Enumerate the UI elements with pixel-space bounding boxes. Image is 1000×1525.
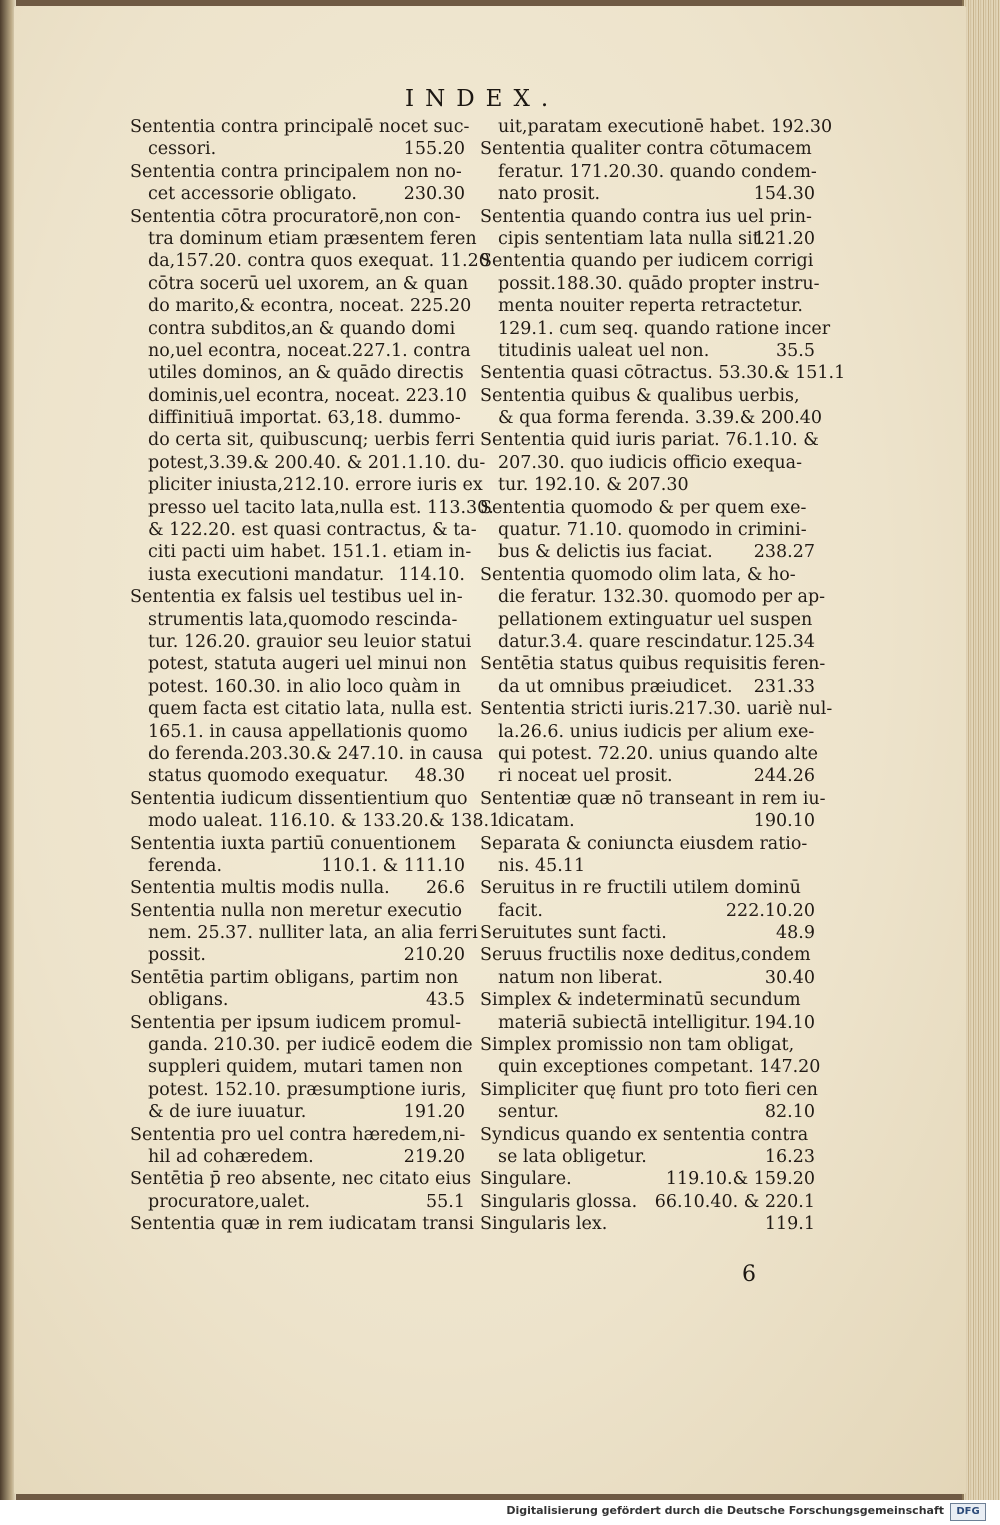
index-entry xyxy=(130,1012,473,1124)
entry-line: Sententia pro uel contra hæredem,ni- xyxy=(130,1124,466,1145)
entry-reference: 114.10. xyxy=(398,564,465,585)
index-entry xyxy=(480,385,823,430)
entry-line: da,157.20. contra quos exequat. 11.20 xyxy=(148,251,490,272)
entry-line: iusta executioni mandatur. xyxy=(148,564,385,585)
entry-line: do marito,& econtra, noceat. 225.20 xyxy=(148,296,472,317)
entry-line: ferenda. xyxy=(148,855,223,876)
index-column-left xyxy=(130,116,501,1236)
entry-line: potest,3.39.& 200.40. & 201.1.10. du- xyxy=(148,452,486,473)
entry-line: Singularis lex. xyxy=(480,1214,608,1235)
entry-reference: 222.10.20 xyxy=(725,900,815,921)
index-entry xyxy=(130,586,483,788)
entry-line: & qua forma ferenda. 3.39.& 200.40 xyxy=(498,408,823,429)
entry-line: Sententia per ipsum iudicem promul- xyxy=(130,1012,462,1033)
entry-line: Sententia quomodo & per quem exe- xyxy=(480,497,807,518)
index-entry xyxy=(130,1168,472,1213)
entry-line: potest. 160.30. in alio loco quàm in xyxy=(148,676,461,697)
entry-line: do certa sit, quibuscunq; uerbis ferri xyxy=(148,430,475,451)
entry-line: Sententia cōtra procuratorē,non con- xyxy=(130,206,461,227)
entry-line: menta nouiter reperta retractetur. xyxy=(498,296,803,317)
index-entry xyxy=(480,497,815,564)
entry-line: & de iure iuuatur. xyxy=(148,1102,307,1123)
entry-line: Sententia quæ in rem iudicatam transi xyxy=(130,1214,474,1235)
index-entry xyxy=(480,877,815,922)
entry-reference: 119.10.& 159.20 xyxy=(665,1169,815,1190)
index-entry xyxy=(480,250,831,362)
entry-reference: 194.10 xyxy=(753,1012,815,1033)
entry-line: ganda. 210.30. per iudicē eodem die xyxy=(148,1035,473,1056)
entry-line: Sententia contra principalē nocet suc- xyxy=(130,117,470,137)
index-entry xyxy=(480,1124,815,1169)
entry-line: ri noceat uel prosit. xyxy=(498,766,673,787)
entry-reference: 48.30 xyxy=(414,766,465,787)
entry-reference: 16.23 xyxy=(764,1146,815,1167)
entry-line: pellationem extinguatur uel suspen xyxy=(498,609,813,630)
entry-line: Sententia quando contra ius uel prin- xyxy=(480,206,812,227)
index-column-right xyxy=(480,116,846,1236)
entry-line: Sententia iudicum dissentientium quo xyxy=(130,788,468,809)
funding-credit: Digitalisierung gefördert durch die Deutsche Forschungsgemeinschaft xyxy=(506,1504,944,1517)
entry-line: la.26.6. unius iudicis per alium exe- xyxy=(498,721,815,742)
entry-line: tra dominum etiam præsentem feren xyxy=(148,228,477,249)
entry-line: 165.1. in causa appellationis quomo xyxy=(148,721,468,742)
entry-line: 207.30. quo iudicis officio exequa- xyxy=(498,452,803,473)
entry-line: qui potest. 72.20. unius quando alte xyxy=(498,743,818,764)
page-edges xyxy=(962,0,1000,1500)
entry-line: procuratore,ualet. xyxy=(148,1191,311,1212)
entry-line: materiā subiectā intelligitur. xyxy=(498,1012,751,1033)
entry-line: obligans. xyxy=(148,990,229,1011)
entry-line: potest. 152.10. præsumptione iuris, xyxy=(148,1079,467,1100)
entry-line: Simplex promissio non tam obligat, xyxy=(480,1035,795,1056)
index-entry xyxy=(480,116,833,138)
index-entry xyxy=(480,1213,815,1235)
entry-line: no,uel econtra, noceat.227.1. contra xyxy=(148,340,471,361)
index-entry xyxy=(130,900,478,967)
entry-line: Sententia quid iuris pariat. 76.1.10. & xyxy=(480,430,819,451)
entry-line: sentur. xyxy=(498,1102,559,1123)
entry-reference: 219.20 xyxy=(403,1146,465,1167)
entry-line: natum non liberat. xyxy=(498,967,663,988)
entry-line: cipis sententiam lata nulla sit. xyxy=(498,228,766,249)
index-entry xyxy=(480,1168,815,1190)
entry-line: quatur. 71.10. quomodo in crimini- xyxy=(498,520,807,541)
entry-line: Sententia quomodo olim lata, & ho- xyxy=(480,564,796,585)
entry-reference: 48.9 xyxy=(776,923,815,944)
index-entry xyxy=(130,1124,465,1169)
entry-line: Sententia iuxta partiū conuentionem xyxy=(130,833,457,854)
entry-reference: 190.10 xyxy=(753,811,815,832)
index-entry xyxy=(130,161,465,206)
entry-line: utiles dominos, an & quādo directis xyxy=(148,363,464,384)
entry-line: suppleri quidem, mutari tamen non xyxy=(148,1057,463,1078)
page-number: 6 xyxy=(742,1262,756,1287)
index-entry xyxy=(130,967,465,1012)
entry-line: Sententia multis modis nulla. xyxy=(130,878,390,899)
entry-reference: 154.30 xyxy=(753,184,815,205)
index-entry xyxy=(130,116,470,161)
entry-line: status quomodo exequatur. xyxy=(148,766,389,787)
entry-reference: 244.26 xyxy=(753,766,815,787)
entry-line: die feratur. 132.30. quomodo per ap- xyxy=(498,587,826,608)
entry-line: contra subditos,an & quando domi xyxy=(148,318,456,339)
index-entry xyxy=(480,788,826,833)
entry-line: Sententia ex falsis uel testibus uel in- xyxy=(130,587,463,608)
entry-line: da ut omnibus præiudicet. xyxy=(498,676,733,697)
entry-line: hil ad cohæredem. xyxy=(148,1146,314,1167)
index-entry xyxy=(130,206,494,587)
entry-line: pliciter iniusta,212.10. errore iuris ex xyxy=(148,475,483,496)
entry-reference: 238.27 xyxy=(753,542,815,563)
entry-reference: 66.10.40. & 220.1 xyxy=(654,1191,815,1212)
index-entry xyxy=(480,362,846,384)
entry-line: Sententiæ quæ nō transeant in rem iu- xyxy=(480,788,826,809)
entry-reference: 26.6 xyxy=(426,878,465,899)
entry-line: Singularis glossa. xyxy=(480,1191,638,1212)
entry-line: nem. 25.37. nulliter lata, an alia ferri xyxy=(148,923,478,944)
running-head: INDEX. xyxy=(405,86,560,112)
index-entry xyxy=(130,833,465,878)
entry-reference: 119.1 xyxy=(764,1214,815,1235)
index-entry xyxy=(480,564,826,654)
entry-reference: 155.20 xyxy=(403,139,465,160)
entry-line: Seruitutes sunt facti. xyxy=(480,923,667,944)
entry-reference: 191.20 xyxy=(403,1102,465,1123)
entry-reference: 55.1 xyxy=(426,1191,465,1212)
entry-line: Syndicus quando ex sententia contra xyxy=(480,1124,809,1145)
entry-line: Simplex & indeterminatū secundum xyxy=(480,990,801,1011)
entry-line: Separata & coniuncta eiusdem ratio- xyxy=(480,833,808,854)
entry-line: Seruus fructilis noxe deditus,condem xyxy=(480,945,811,966)
entry-line: dominis,uel econtra, noceat. 223.10 xyxy=(148,385,467,406)
index-entry xyxy=(480,1034,821,1079)
footer-bar xyxy=(0,1500,1000,1525)
index-entry xyxy=(480,1191,815,1213)
entry-line: tur. 192.10. & 207.30 xyxy=(498,475,689,496)
entry-line: Sentētia p̄ reo absente, nec citato eius xyxy=(130,1169,472,1190)
entry-line: titudinis ualeat uel non. xyxy=(498,340,710,361)
entry-line: Sententia quasi cōtractus. 53.30.& 151.1 xyxy=(480,363,846,384)
entry-line: cōtra socerū uel uxorem, an & quan xyxy=(148,273,469,294)
entry-line: modo ualeat. 116.10. & 133.20.& 138.1 xyxy=(148,811,501,832)
entry-reference: 82.10 xyxy=(764,1102,815,1123)
index-entry xyxy=(480,429,819,496)
entry-line: do ferenda.203.30.& 247.10. in causa xyxy=(148,743,483,764)
entry-line: datur.3.4. quare rescindatur. xyxy=(498,631,753,652)
entry-line: Sententia nulla non meretur executio xyxy=(130,900,462,921)
entry-line: facit. xyxy=(498,900,543,921)
entry-reference: 110.1. & 111.10 xyxy=(321,855,465,876)
entry-line: diffinitiuā importat. 63,18. dummo- xyxy=(148,408,461,429)
entry-line: possit.188.30. quādo propter instru- xyxy=(498,273,820,294)
entry-line: Sententia qualiter contra cōtumacem xyxy=(480,139,812,160)
entry-line: strumentis lata,quomodo rescinda- xyxy=(148,609,458,630)
index-entry xyxy=(480,653,826,698)
entry-reference: 30.40 xyxy=(764,967,815,988)
entry-line: Sentētia partim obligans, partim non xyxy=(130,967,459,988)
entry-reference: 43.5 xyxy=(426,990,465,1011)
entry-line: potest, statuta augeri uel minui non xyxy=(148,654,467,675)
entry-line: Sententia stricti iuris.217.30. uariè nul- xyxy=(480,699,833,720)
entry-line: cessori. xyxy=(148,139,217,160)
entry-line: Sententia quibus & qualibus uerbis, xyxy=(480,385,800,406)
entry-line: citi pacti uim habet. 151.1. etiam in- xyxy=(148,542,472,563)
entry-line: & 122.20. est quasi contractus, & ta- xyxy=(148,520,477,541)
entry-reference: 35.5 xyxy=(776,340,815,361)
index-entry xyxy=(480,698,833,788)
entry-line: feratur. 171.20.30. quando condem- xyxy=(498,161,817,182)
index-entry xyxy=(130,877,465,899)
entry-line: Singulare. xyxy=(480,1169,572,1190)
index-entry xyxy=(130,788,501,833)
entry-reference: 210.20 xyxy=(403,945,465,966)
entry-line: nis. 45.11 xyxy=(498,855,586,876)
entry-line: possit. xyxy=(148,945,206,966)
entry-reference: 230.30 xyxy=(403,184,465,205)
entry-line: quin exceptiones competant. 147.20 xyxy=(498,1057,821,1078)
dfg-logo-icon: DFG xyxy=(950,1503,986,1521)
index-entry xyxy=(480,989,815,1034)
index-entry xyxy=(480,206,815,251)
entry-reference: 231.33 xyxy=(753,676,815,697)
entry-line: Simpliciter quę fiunt pro toto fieri cen xyxy=(480,1079,818,1100)
entry-line: Sententia contra principalem non no- xyxy=(130,161,462,182)
entry-line: uit,paratam executionē habet. 192.30 xyxy=(498,117,833,137)
entry-line: Seruitus in re fructili utilem dominū xyxy=(480,878,801,899)
entry-line: dicatam. xyxy=(498,811,575,832)
index-entry xyxy=(480,944,815,989)
entry-reference: 125.34 xyxy=(753,631,815,652)
index-entry xyxy=(480,1079,818,1124)
index-entry xyxy=(480,922,815,944)
entry-line: Sentētia status quibus requisitis feren- xyxy=(480,654,826,675)
index-entry xyxy=(480,833,815,878)
entry-line: Sententia quando per iudicem corrigi xyxy=(480,251,814,272)
index-entry xyxy=(480,138,815,205)
entry-reference: 121.20 xyxy=(753,228,815,249)
index-entry xyxy=(130,1213,474,1235)
entry-line: cet accessorie obligato. xyxy=(148,184,357,205)
entry-line: bus & delictis ius faciat. xyxy=(498,542,713,563)
entry-line: nato prosit. xyxy=(498,184,601,205)
entry-line: presso uel tacito lata,nulla est. 113.30. xyxy=(148,497,494,518)
entry-line: tur. 126.20. grauior seu leuior statui xyxy=(148,631,472,652)
entry-line: 129.1. cum seq. quando ratione incer xyxy=(498,318,831,339)
entry-line: se lata obligetur. xyxy=(498,1146,647,1167)
entry-line: quem facta est citatio lata, nulla est. xyxy=(148,699,473,720)
